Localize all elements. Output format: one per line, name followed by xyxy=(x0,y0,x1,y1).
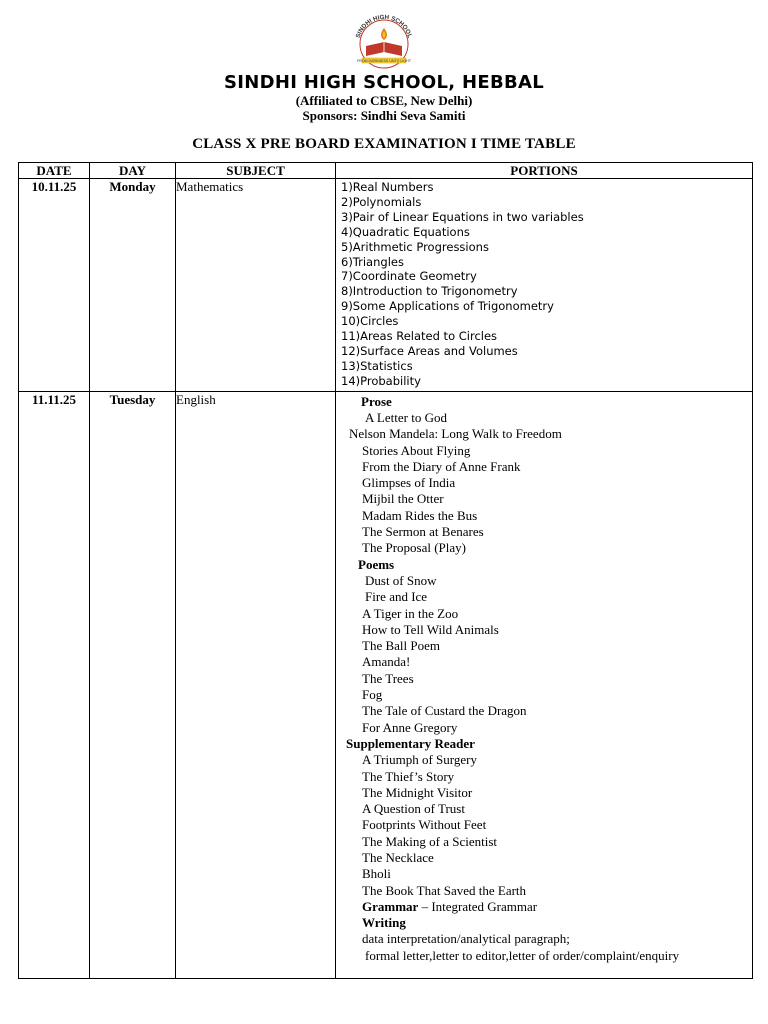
portion-section-heading xyxy=(336,899,752,915)
portions-list-mathematics xyxy=(336,179,752,391)
portion-item: 6)Triangles xyxy=(341,254,404,269)
column-header-day: DAY xyxy=(90,163,176,179)
portion-item: 11)Areas Related to Circles xyxy=(341,329,498,344)
portion-item: 8)Introduction to Trigonometry xyxy=(341,284,518,299)
portion-text: formal letter,letter to editor,letter of order/complaint/enquiry xyxy=(365,947,680,963)
exam-date: 11.11.25 xyxy=(19,391,90,978)
portion-item xyxy=(336,817,752,833)
portion-item xyxy=(336,410,752,426)
portions-cell-mathematics xyxy=(336,179,753,392)
portion-text: Dust of Snow xyxy=(365,572,437,588)
portion-item xyxy=(336,866,752,882)
portion-text: A Letter to God xyxy=(365,409,447,425)
exam-date: 10.11.25 xyxy=(19,179,90,392)
portion-item xyxy=(336,638,752,654)
portion-item: 3)Pair of Linear Equations in two variables xyxy=(341,209,584,224)
portion-text: Fog xyxy=(362,687,383,703)
portion-text: Poems xyxy=(358,556,395,572)
exam-day: Monday xyxy=(90,179,176,392)
portion-text: Fire and Ice xyxy=(365,589,428,605)
portion-text: Madam Rides the Bus xyxy=(362,507,478,523)
portion-item: 5)Arithmetic Progressions xyxy=(341,239,489,254)
portion-text: Glimpses of India xyxy=(362,475,456,491)
exam-subject: English xyxy=(176,391,336,978)
portion-text: A Question of Trust xyxy=(362,801,465,817)
exam-day: Tuesday xyxy=(90,391,176,978)
portion-text: Mijbil the Otter xyxy=(362,491,444,507)
portion-text: The Ball Poem xyxy=(362,638,440,654)
portion-text: Bholi xyxy=(362,866,391,882)
portions-cell-english xyxy=(336,391,753,978)
school-name: SINDHI HIGH SCHOOL, HEBBAL xyxy=(224,72,544,93)
table-header-row xyxy=(19,163,753,179)
portion-item xyxy=(336,540,752,556)
portion-item xyxy=(336,671,752,687)
portion-text: The Book That Saved the Earth xyxy=(362,882,527,898)
exam-subject: Mathematics xyxy=(176,179,336,392)
portion-item xyxy=(336,769,752,785)
school-logo-emblem xyxy=(349,14,419,70)
portion-item xyxy=(336,508,752,524)
portion-text: The Sermon at Benares xyxy=(362,524,484,540)
sponsors-line: Sponsors: Sindhi Seva Samiti xyxy=(302,108,466,123)
portion-text: Supplementary Reader xyxy=(346,735,475,751)
portion-item: 10)Circles xyxy=(341,314,399,329)
portion-text: The Trees xyxy=(362,670,414,686)
portion-item xyxy=(336,426,752,442)
portion-item xyxy=(336,622,752,638)
portion-item xyxy=(336,931,752,947)
portion-item xyxy=(336,459,752,475)
portion-text: A Tiger in the Zoo xyxy=(362,605,459,621)
portion-item xyxy=(336,801,752,817)
school-logo xyxy=(349,14,419,70)
portion-item: 7)Coordinate Geometry xyxy=(341,269,477,284)
portion-item: 9)Some Applications of Trigonometry xyxy=(341,299,554,314)
logo-ring-text: SINDHI HIGH SCHOOL xyxy=(354,14,414,39)
portion-item xyxy=(336,883,752,899)
portion-item xyxy=(336,720,752,736)
time-table xyxy=(18,162,753,979)
portion-item xyxy=(336,573,752,589)
portion-item xyxy=(336,850,752,866)
portion-text: Nelson Mandela: Long Walk to Freedom xyxy=(349,426,562,442)
portion-item xyxy=(336,948,752,964)
portion-item: 1)Real Numbers xyxy=(341,180,434,194)
portion-text: A Triumph of Surgery xyxy=(362,752,477,768)
portion-text-suffix: – Integrated Grammar xyxy=(418,898,538,914)
portion-item xyxy=(336,834,752,850)
portion-text: How to Tell Wild Animals xyxy=(362,621,499,637)
portions-list-english xyxy=(336,392,752,978)
portion-item xyxy=(336,443,752,459)
portion-item xyxy=(336,475,752,491)
portion-text: Footprints Without Feet xyxy=(362,817,487,833)
portion-item xyxy=(336,687,752,703)
portion-text: Writing xyxy=(362,915,406,931)
portion-item xyxy=(336,524,752,540)
portion-item xyxy=(336,589,752,605)
portion-section-heading xyxy=(336,394,752,410)
portion-text: Stories About Flying xyxy=(362,442,471,458)
portion-section-heading xyxy=(336,557,752,573)
document-header xyxy=(0,14,768,153)
portion-text: The Tale of Custard the Dragon xyxy=(362,703,527,719)
portion-text: The Thief’s Story xyxy=(362,768,455,784)
column-header-date: DATE xyxy=(19,163,90,179)
portion-item: 12)Surface Areas and Volumes xyxy=(341,343,518,358)
exam-title: CLASS X PRE BOARD EXAMINATION I TIME TABLE xyxy=(192,136,576,152)
table-row-mathematics xyxy=(19,179,753,392)
portion-item xyxy=(336,654,752,670)
portion-item: 4)Quadratic Equations xyxy=(341,224,470,239)
portion-text: The Proposal (Play) xyxy=(362,540,466,556)
portion-text: The Necklace xyxy=(362,850,434,865)
portion-item xyxy=(336,752,752,768)
portion-text: Grammar xyxy=(362,898,419,914)
portion-item xyxy=(336,703,752,719)
table-row-english xyxy=(19,391,753,978)
portion-item xyxy=(336,491,752,507)
portion-item xyxy=(336,785,752,801)
portion-item: 2)Polynomials xyxy=(341,194,422,209)
portion-section-heading xyxy=(336,915,752,931)
portion-item: 13)Statistics xyxy=(341,358,413,373)
portion-text: For Anne Gregory xyxy=(362,719,458,735)
portion-item: 14)Probability xyxy=(341,373,421,388)
logo-motto: FROM DARKNESS UNTO LIGHT xyxy=(356,59,412,63)
portion-text: Amanda! xyxy=(362,654,411,670)
portion-text: The Making of a Scientist xyxy=(362,833,498,849)
column-header-portions: PORTIONS xyxy=(336,163,753,179)
column-header-subject: SUBJECT xyxy=(176,163,336,179)
portion-text: From the Diary of Anne Frank xyxy=(362,458,521,474)
affiliation-line: (Affiliated to CBSE, New Delhi) xyxy=(295,93,473,108)
portion-text: data interpretation/analytical paragraph; xyxy=(362,931,570,947)
portion-item xyxy=(336,606,752,622)
portion-text: The Midnight Visitor xyxy=(362,784,473,800)
portion-section-heading xyxy=(336,736,752,752)
portion-text: Prose xyxy=(361,393,392,409)
